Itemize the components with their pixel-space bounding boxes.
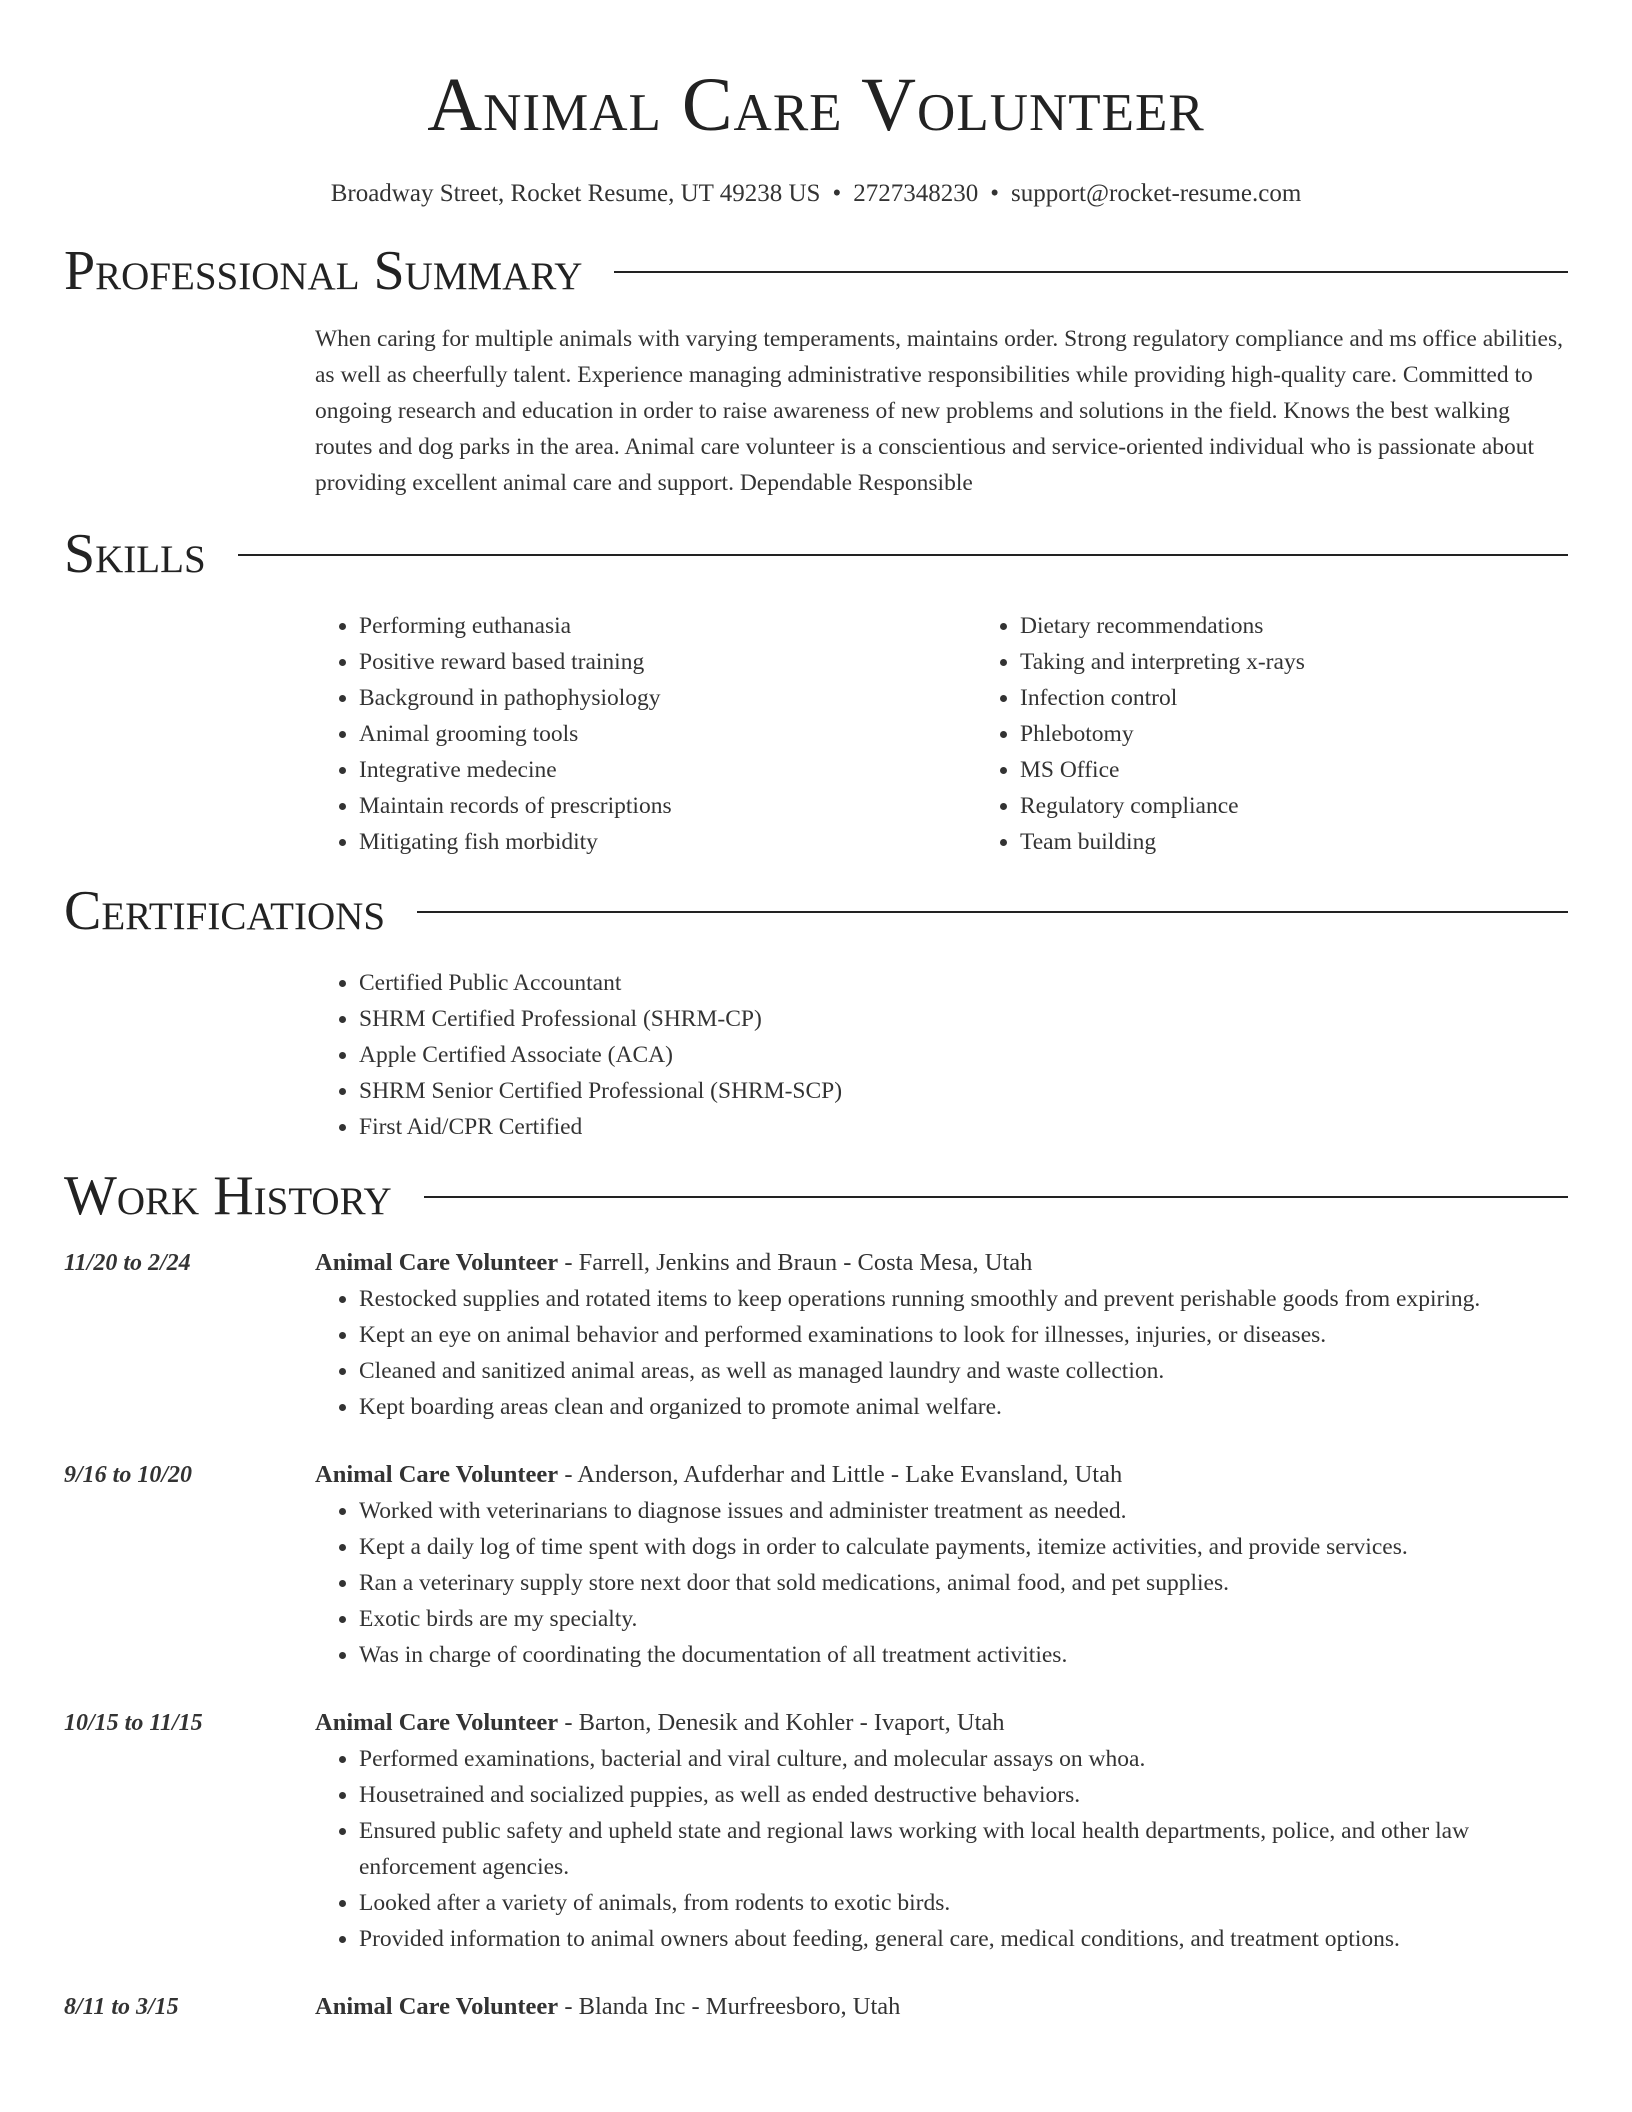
job-heading bbox=[315, 1989, 1568, 2025]
job-employer: - Farrell, Jenkins and Braun - Costa Mesa, Utah bbox=[558, 1249, 1033, 1276]
certification-item: • SHRM Senior Certified Professional (SHRM-SCP) bbox=[359, 1073, 1568, 1109]
job-dates: 11/20 to 2/24 bbox=[64, 1250, 191, 1276]
section-divider bbox=[417, 911, 1568, 913]
job-bullets bbox=[315, 1741, 1568, 1957]
job-content bbox=[315, 1705, 1568, 1957]
job-role: Animal Care Volunteer bbox=[315, 1993, 559, 2020]
contact-separator: • bbox=[990, 180, 999, 207]
summary-section-heading bbox=[64, 238, 1568, 304]
skill-item: • MS Office bbox=[1020, 752, 1632, 788]
certifications-bullets bbox=[315, 965, 1568, 1145]
work-section-heading bbox=[64, 1163, 1568, 1229]
job-bullet: • Worked with veterinarians to diagnose issues and administer treatment as needed. bbox=[359, 1493, 1568, 1529]
skill-item: • Phlebotomy bbox=[1020, 716, 1632, 752]
skill-item: • Taking and interpreting x-rays bbox=[1020, 644, 1632, 680]
skill-item: • Positive reward based training bbox=[359, 644, 976, 680]
skills-column-right bbox=[976, 608, 1632, 860]
job-bullet: • Exotic birds are my specialty. bbox=[359, 1601, 1568, 1637]
job-heading bbox=[315, 1245, 1568, 1281]
job-bullet: • Provided information to animal owners about feeding, general care, medical conditions, and treatment options. bbox=[359, 1921, 1568, 1957]
contact-separator: • bbox=[832, 180, 842, 207]
job-bullet: • Restocked supplies and rotated items to keep operations running smoothly and prevent perishable goods from expiring. bbox=[359, 1281, 1568, 1317]
skills-section-heading bbox=[64, 521, 1568, 587]
job-entry bbox=[64, 1705, 1568, 1957]
job-role: Animal Care Volunteer bbox=[315, 1461, 559, 1488]
job-heading bbox=[315, 1705, 1568, 1741]
skill-item: • Performing euthanasia bbox=[359, 608, 976, 644]
job-bullet: • Was in charge of coordinating the documentation of all treatment activities. bbox=[359, 1637, 1568, 1673]
job-dates: 8/11 to 3/15 bbox=[64, 1994, 179, 2020]
skill-item: • Animal grooming tools bbox=[359, 716, 976, 752]
job-bullet: • Kept a daily log of time spent with dogs in order to calculate payments, itemize activities, and provide services. bbox=[359, 1529, 1568, 1565]
resume-title: Animal Care Volunteer bbox=[427, 63, 1205, 147]
job-role: Animal Care Volunteer bbox=[315, 1709, 559, 1736]
job-entry bbox=[64, 1245, 1568, 1425]
summary-text: When caring for multiple animals with varying temperaments, maintains order. Strong regulatory compliance and ms office abilities, as well as cheerfully talent. Experience managing administrative responsibilities while providing high-quality care. Committed to ongoing research and education in order to raise awareness of new problems and solutions in the field. Knows the best walking routes and dog parks in the area. Animal care volunteer is a conscientious and service-oriented individual who is passionate about providing excellent animal care and support. Dependable Responsible bbox=[315, 326, 1563, 496]
skills-list bbox=[315, 608, 1568, 860]
job-dates: 10/15 to 11/15 bbox=[64, 1710, 203, 1736]
job-bullet: • Housetrained and socialized puppies, as well as ended destructive behaviors. bbox=[359, 1777, 1568, 1813]
job-entry bbox=[64, 1989, 1568, 2025]
section-divider bbox=[424, 1196, 1568, 1198]
job-heading bbox=[315, 1457, 1568, 1493]
job-content bbox=[315, 1457, 1568, 1673]
skill-item: • Infection control bbox=[1020, 680, 1632, 716]
summary-heading-text: Professional Summary bbox=[64, 240, 583, 302]
skill-item: • Dietary recommendations bbox=[1020, 608, 1632, 644]
job-bullet: • Ran a veterinary supply store next door that sold medications, animal food, and pet supplies. bbox=[359, 1565, 1568, 1601]
job-bullets bbox=[315, 1493, 1568, 1673]
skill-item: • Maintain records of prescriptions bbox=[359, 788, 976, 824]
job-bullet: • Cleaned and sanitized animal areas, as well as managed laundry and waste collection. bbox=[359, 1353, 1568, 1389]
job-employer: - Blanda Inc - Murfreesboro, Utah bbox=[558, 1993, 901, 2020]
skill-item: • Team building bbox=[1020, 824, 1632, 860]
section-divider bbox=[614, 271, 1568, 273]
job-content bbox=[315, 1245, 1568, 1425]
certifications-heading-text: Certifications bbox=[64, 880, 386, 942]
contact-address: Broadway Street, Rocket Resume, UT 49238 US bbox=[330, 180, 821, 207]
certification-item: • Apple Certified Associate (ACA) bbox=[359, 1037, 1568, 1073]
certifications-list bbox=[315, 965, 1568, 1145]
skill-item: • Background in pathophysiology bbox=[359, 680, 976, 716]
job-bullets bbox=[315, 1281, 1568, 1425]
job-employer: - Barton, Denesik and Kohler - Ivaport, Utah bbox=[558, 1709, 1005, 1736]
job-entry bbox=[64, 1457, 1568, 1673]
job-bullet: • Ensured public safety and upheld state and regional laws working with local health departments, police, and other law enforcement agencies. bbox=[359, 1813, 1568, 1885]
certification-item: • Certified Public Accountant bbox=[359, 965, 1568, 1001]
job-role: Animal Care Volunteer bbox=[315, 1249, 559, 1276]
job-employer: - Anderson, Aufderhar and Little - Lake Evansland, Utah bbox=[558, 1461, 1123, 1488]
job-bullet: • Kept an eye on animal behavior and performed examinations to look for illnesses, injuries, or diseases. bbox=[359, 1317, 1568, 1353]
skill-item: • Integrative medecine bbox=[359, 752, 976, 788]
contact-phone: 2727348230 bbox=[853, 180, 979, 207]
certification-item: • SHRM Certified Professional (SHRM-CP) bbox=[359, 1001, 1568, 1037]
job-dates: 9/16 to 10/20 bbox=[64, 1462, 193, 1488]
skill-item: • Regulatory compliance bbox=[1020, 788, 1632, 824]
certifications-section-heading bbox=[64, 878, 1568, 944]
work-heading-text: Work History bbox=[64, 1165, 392, 1227]
contact-line bbox=[64, 178, 1568, 210]
skill-item: • Mitigating fish morbidity bbox=[359, 824, 976, 860]
certification-item: • First Aid/CPR Certified bbox=[359, 1109, 1568, 1145]
work-history-list bbox=[64, 1245, 1568, 2025]
contact-email: support@rocket-resume.com bbox=[1010, 180, 1302, 207]
job-bullet: • Performed examinations, bacterial and viral culture, and molecular assays on whoa. bbox=[359, 1741, 1568, 1777]
skills-heading-text: Skills bbox=[64, 523, 206, 585]
skills-column-left bbox=[315, 608, 976, 860]
job-bullet: • Looked after a variety of animals, from rodents to exotic birds. bbox=[359, 1885, 1568, 1921]
job-bullet: • Kept boarding areas clean and organized to promote animal welfare. bbox=[359, 1389, 1568, 1425]
section-divider bbox=[238, 554, 1568, 556]
job-content bbox=[315, 1989, 1568, 2025]
